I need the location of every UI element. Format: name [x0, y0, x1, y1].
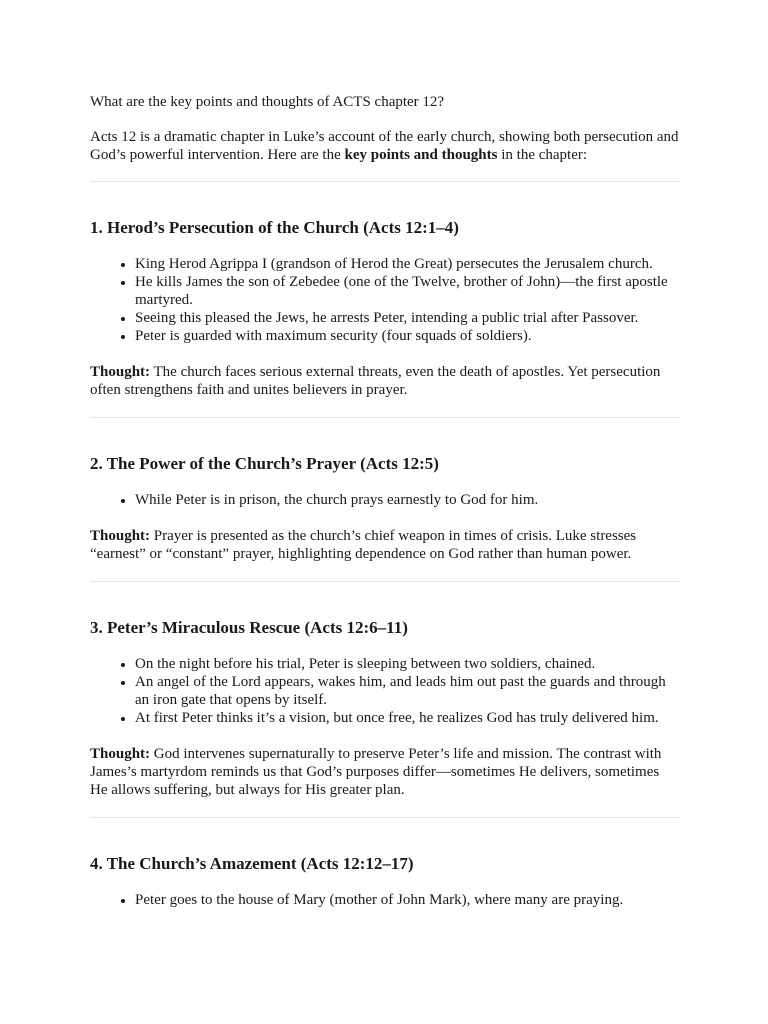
document-content [90, 93, 680, 909]
divider [90, 181, 680, 182]
intro-text-before: Acts 12 is a dramatic chapter in Luke’s account of the early church, showing both persecution and God’s powerful intervention. Here are the [90, 129, 679, 163]
section-1-thought [90, 363, 680, 399]
divider [90, 581, 680, 582]
section-3-list [90, 655, 680, 727]
intro-text-after: in the chapter: [497, 147, 588, 163]
list-item: • King Herod Agrippa I (grandson of Herod the Great) persecutes the Jerusalem church. [135, 255, 680, 273]
intro-bold: key points and thoughts [344, 147, 498, 163]
thought-label: Thought: [90, 528, 151, 544]
divider [90, 417, 680, 418]
list-item: • He kills James the son of Zebedee (one of the Twelve, brother of John)—the first apostle martyred. [135, 273, 680, 309]
section-2-thought [90, 527, 680, 563]
section-2-list [90, 491, 680, 509]
section-1-heading: 1. Herod’s Persecution of the Church (Acts 12:1–4) [90, 218, 459, 237]
thought-text: God intervenes supernaturally to preserve Peter’s life and mission. The contrast with James’s martyrdom reminds us that God’s purposes differ—sometimes He delivers, sometimes He allows suffering, but always for His greater plan. [90, 746, 662, 798]
divider [90, 817, 680, 818]
section-1-list [90, 255, 680, 345]
list-item: • An angel of the Lord appears, wakes him, and leads him out past the guards and through an iron gate that opens by itself. [135, 673, 680, 709]
section-3-heading: 3. Peter’s Miraculous Rescue (Acts 12:6–11) [90, 618, 408, 637]
list-item: • Seeing this pleased the Jews, he arrests Peter, intending a public trial after Passover. [135, 309, 680, 327]
section-2-heading: 2. The Power of the Church’s Prayer (Acts 12:5) [90, 454, 439, 473]
list-item: • Peter is guarded with maximum security (four squads of soldiers). [135, 327, 680, 345]
thought-text: Prayer is presented as the church’s chief weapon in times of crisis. Luke stresses “earnest” or “constant” prayer, highlighting dependence on God rather than human power. [90, 528, 637, 562]
thought-label: Thought: [90, 364, 151, 380]
list-item: • At first Peter thinks it’s a vision, but once free, he realizes God has truly delivered him. [135, 709, 680, 727]
thought-label: Thought: [90, 746, 151, 762]
section-4-heading: 4. The Church’s Amazement (Acts 12:12–17) [90, 854, 414, 873]
list-item: • While Peter is in prison, the church prays earnestly to God for him. [135, 491, 680, 509]
section-3-thought [90, 745, 680, 799]
intro-paragraph [90, 128, 680, 164]
thought-text: The church faces serious external threats, even the death of apostles. Yet persecution often strengthens faith and unites believers in prayer. [90, 364, 661, 398]
list-item: • Peter goes to the house of Mary (mother of John Mark), where many are praying. [135, 891, 680, 909]
list-item: • On the night before his trial, Peter is sleeping between two soldiers, chained. [135, 655, 680, 673]
question-text: What are the key points and thoughts of ACTS chapter 12? [90, 94, 445, 110]
section-4-list [90, 891, 680, 909]
